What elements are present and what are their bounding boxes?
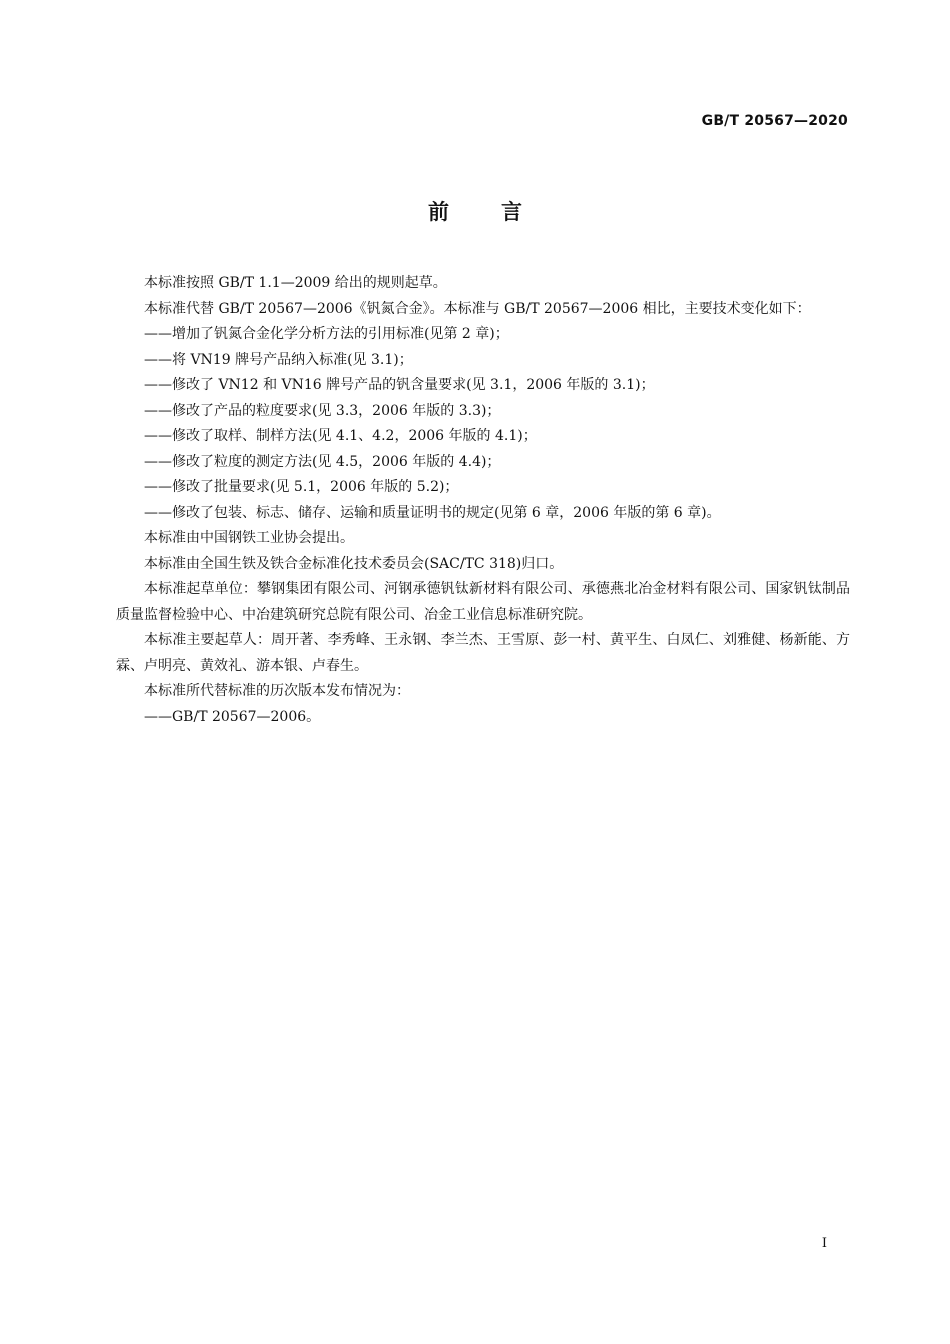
change-item: ——修改了 VN12 和 VN16 牌号产品的钒含量要求(见 3.1，2006 年版的 3.1)； [144,377,655,393]
paragraph-committee: 本标准由全国生铁及铁合金标准化技术委员会(SAC/TC 318)归口。 [144,555,564,572]
change-item: ——修改了产品的粒度要求(见 3.3，2006 年版的 3.3)； [144,402,501,419]
change-item: ——修改了取样、制样方法(见 4.1、4.2，2006 年版的 4.1)； [144,428,537,444]
version-item: ——GB/T 20567—2006。 [144,708,321,725]
change-item: ——增加了钒氮合金化学分析方法的引用标准(见第 2 章)； [144,326,509,342]
paragraph-drafters: 本标准主要起草人：周开著、李秀峰、王永钢、李兰杰、王雪原、彭一村、黄平生、白凤仁、刘雅健、杨新能、方霖、卢明亮、黄效礼、游本银、卢春生。 [116,632,850,674]
page-title: 前言 [428,200,574,224]
change-item: ——修改了包装、标志、储存、运输和质量证明书的规定(见第 6 章，2006 年版的第 6 章)。 [144,504,721,521]
change-item: ——修改了粒度的测定方法(见 4.5，2006 年版的 4.4)； [144,453,501,470]
standard-number: GB/T 20567—2020 [701,113,848,129]
paragraph-proposer: 本标准由中国钢铁工业协会提出。 [144,530,354,546]
change-item: ——将 VN19 牌号产品纳入标准(见 3.1)； [144,351,413,368]
change-item: ——修改了批量要求(见 5.1，2006 年版的 5.2)； [144,479,459,495]
document-body [116,271,850,730]
paragraph-drafting-units: 本标准起草单位：攀钢集团有限公司、河钢承德钒钛新材料有限公司、承德燕北冶金材料有限公司、国家钒钛制品质量监督检验中心、中冶建筑研究总院有限公司、冶金工业信息标准研究院。 [116,581,850,623]
page-number: I [821,1236,827,1251]
paragraph-drafting-rules: 本标准按照 GB/T 1.1—2009 给出的规则起草。 [144,275,447,291]
paragraph-version-history: 本标准所代替标准的历次版本发布情况为： [144,683,410,699]
paragraph-replacement: 本标准代替 GB/T 20567—2006《钒氮合金》。本标准与 GB/T 20567—2006 相比，主要技术变化如下： [144,300,811,317]
